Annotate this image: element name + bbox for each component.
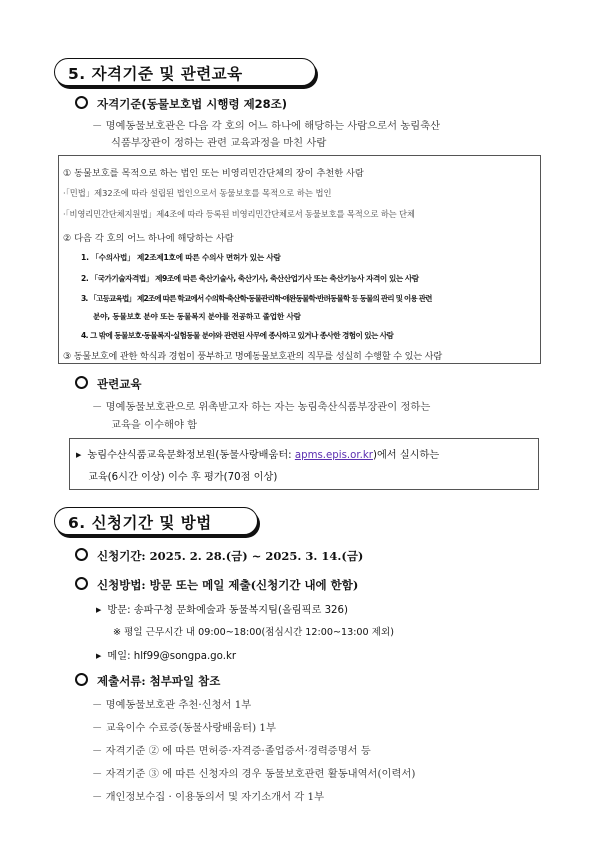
application-method-text: 신청방법: 방문 또는 메일 제출(신청기간 내에 한함) (97, 578, 359, 592)
application-period-text: 신청기간: 2025. 2. 28.(금) ~ 2025. 3. 14.(금) (97, 549, 364, 563)
education-info-box (69, 438, 539, 490)
education-desc-2: 교육을 이수해야 함 (111, 419, 198, 431)
qualification-desc-1: － 명예동물보호관은 다음 각 호의 어느 하나에 해당하는 사람으로서 농림축산 (92, 120, 441, 132)
education-heading (75, 376, 141, 392)
mail-info (96, 647, 236, 662)
circle-bullet-icon (75, 673, 88, 686)
office-hours: ※ 평일 근무시간 내 09:00~18:00(점심시간 12:00~13:00 제외) (113, 627, 394, 638)
criteria-item-2-sub-4: 4. 그 밖에 동물보호·동물복지·실험동물 분야와 관련된 사무에 종사하고 있거나 종사한 경험이 있는 사람 (81, 331, 394, 340)
circle-bullet-icon (75, 376, 88, 389)
triangle-bullet-icon: ▶ (96, 652, 102, 660)
criteria-item-1: ① 동물보호를 목적으로 하는 법인 또는 비영리민간단체의 장이 추천한 사람 (63, 168, 364, 179)
circle-bullet-icon (75, 548, 88, 561)
mail-info-text: 메일: hlf99@songpa.go.kr (107, 651, 237, 662)
criteria-item-3: ③ 동물보호에 관한 학식과 경험이 풍부하고 명예동물보호관의 직무를 성실히 수행할 수 있는 사람 (63, 351, 443, 362)
criteria-item-2: ② 다음 각 호의 어느 하나에 해당하는 사람 (63, 233, 234, 244)
criteria-item-2-sub-2: 2. 「국가기술자격법」 제9조에 따른 축산기술사, 축산기사, 축산산업기사 또는 축산기능사 자격이 있는 사람 (81, 274, 419, 283)
documents-heading (75, 673, 220, 689)
triangle-bullet-icon: ▶ (96, 606, 102, 614)
criteria-item-2-sub-3a: 3. 「고등교육법」 제2조에 따른 학교에서 수의학·축산학·동물관리학·애완동물학·반려동물학 등 동물의 관리 및 이용 관련 (81, 294, 432, 303)
education-info-line-2: 교육(6시간 이상) 이수 후 평가(70점 이상) (88, 472, 278, 483)
criteria-item-1-sub-2: ·「비영리민간단체지원법」제4조에 따라 등록된 비영리민간단체로서 동물보호를 목적으로 하는 단체 (63, 209, 415, 219)
education-desc-1: － 명예동물보호관으로 위촉받고자 하는 자는 농림축산식품부장관이 정하는 (92, 401, 431, 413)
circle-bullet-icon (75, 96, 88, 109)
section6-title: 6. 신청기간 및 방법 (68, 514, 212, 532)
education-info-text-post: )에서 실시하는 (372, 450, 440, 461)
section6-header (54, 507, 258, 535)
education-heading-text: 관련교육 (97, 377, 142, 391)
criteria-item-1-sub-1: ·「민법」제32조에 따라 설립된 법인으로서 동물보호를 목적으로 하는 법인 (63, 188, 332, 198)
visit-info-text: 방문: 송파구청 문화예술과 동물복지팀(올림픽로 326) (107, 605, 348, 616)
document-item: － 자격기준 ③ 에 따른 신청자의 경우 동물보호관련 활동내역서(이력서) (92, 768, 416, 780)
qualification-heading-text: 자격기준(동물보호법 시행령 제28조) (97, 97, 288, 111)
qualification-desc-2: 식품부장관이 정하는 관련 교육과정을 마친 사람 (111, 137, 327, 149)
document-item: － 개인정보수집 · 이용동의서 및 자기소개서 각 1부 (92, 791, 325, 803)
triangle-bullet-icon: ▶ (76, 451, 82, 459)
application-method (75, 577, 358, 593)
education-info-text: 농림수산식품교육문화정보원(동물사랑배움터: (87, 450, 295, 461)
visit-info (96, 601, 348, 616)
section5-title: 5. 자격기준 및 관련교육 (68, 65, 243, 83)
criteria-item-2-sub-1: 1. 「수의사법」 제2조제1호에 따른 수의사 면허가 있는 사람 (81, 253, 281, 262)
section5-header (54, 58, 316, 86)
qualification-criteria-box (58, 155, 541, 364)
education-info-line-1 (76, 446, 439, 461)
criteria-item-2-sub-3b: 분야, 동물보호 분야 또는 동물복지 분야를 전공하고 졸업한 사람 (93, 312, 301, 321)
document-item: － 자격기준 ② 에 따른 면허증·자격증·졸업증서·경력증명서 등 (92, 745, 371, 757)
documents-heading-text: 제출서류: 첨부파일 참조 (97, 674, 221, 688)
apms-link[interactable]: apms.epis.or.kr (294, 450, 373, 461)
circle-bullet-icon (75, 577, 88, 590)
qualification-heading (75, 96, 287, 112)
document-item: － 명예동물보호관 추천·신청서 1부 (92, 699, 252, 711)
application-period (75, 548, 363, 564)
document-item: － 교육이수 수료증(동물사랑배움터) 1부 (92, 722, 276, 734)
